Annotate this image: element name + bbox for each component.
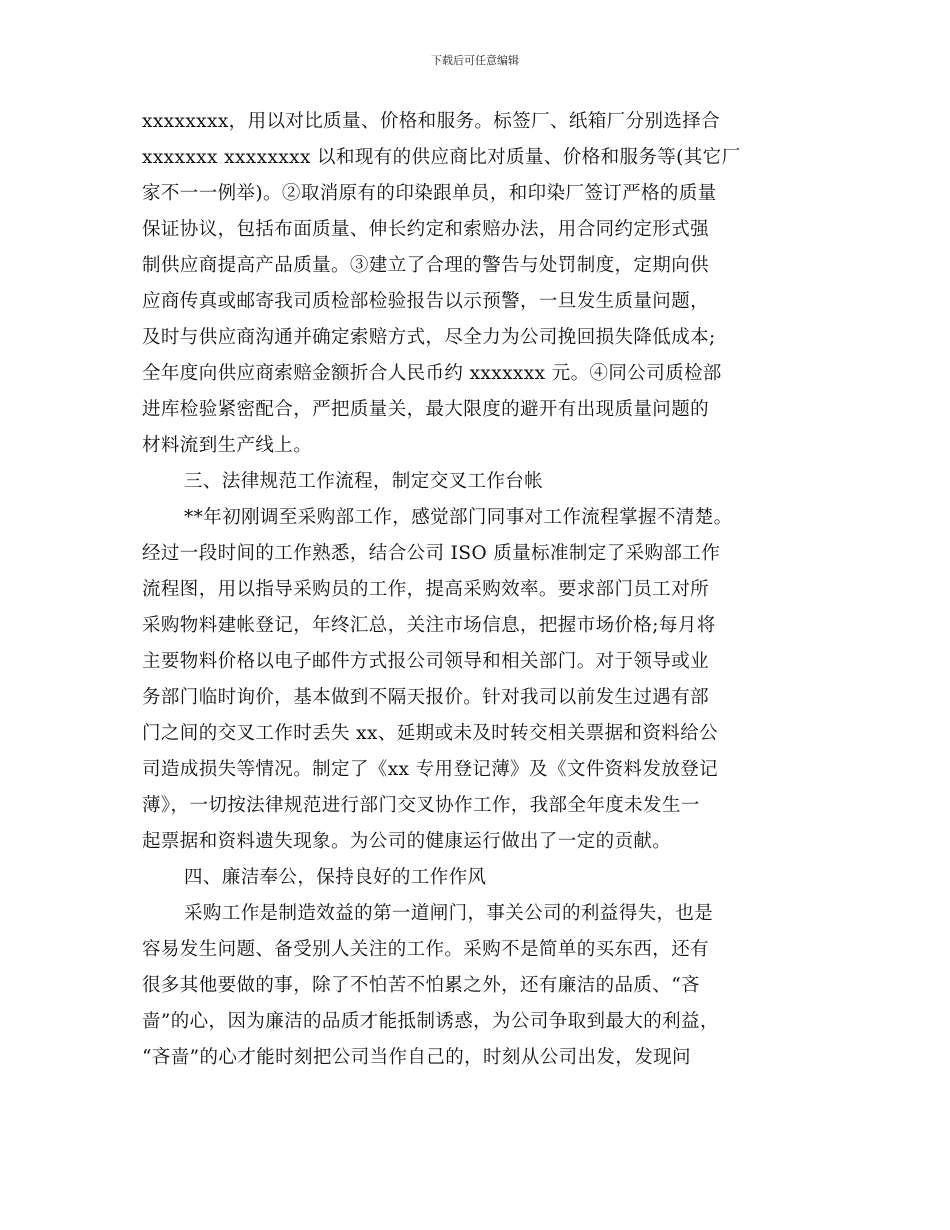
text-line: 材料流到生产线上。 bbox=[142, 435, 313, 456]
text-line: 及时与供应商沟通并确定索赔方式，尽全力为公司挽回损失降低成本; bbox=[142, 327, 716, 348]
text-line: 司造成损失等情况。制定了《xx 专用登记薄》及《文件资料发放登记 bbox=[142, 759, 719, 780]
section-heading-4: 四、廉洁奉公，保持良好的工作作风 bbox=[184, 867, 487, 888]
text-line: 制供应商提高产品质量。③建立了合理的警告与处罚制度，定期向供 bbox=[142, 255, 710, 276]
text-line: 进库检验紧密配合，严把质量关，最大限度的避开有出现质量问题的 bbox=[142, 399, 710, 420]
paragraph-start: **年初刚调至采购部工作，感觉部门同事对工作流程掌握不清楚。 bbox=[184, 507, 733, 528]
text-line: 门之间的交叉工作时丢失 xx、延期或未及时转交相关票据和资料给公 bbox=[142, 723, 719, 744]
text-line: xxxxxxxx，用以对比质量、价格和服务。标签厂、纸箱厂分别选择合 bbox=[142, 111, 721, 132]
text-line: 务部门临时询价，基本做到不隔天报价。针对我司以前发生过遇有部 bbox=[142, 687, 710, 708]
text-line: 家不一一例举)。②取消原有的印染跟单员，和印染厂签订严格的质量 bbox=[142, 183, 717, 204]
text-line: 容易发生问题、备受别人关注的工作。采购不是简单的买东西，还有 bbox=[142, 939, 710, 960]
text-line: 薄》，一切按法律规范进行部门交叉协作工作，我部全年度未发生一 bbox=[142, 795, 700, 816]
text-line: 全年度向供应商索赔金额折合人民币约 xxxxxxx 元。④同公司质检部 bbox=[142, 363, 722, 384]
text-line: 主要物料价格以电子邮件方式报公司领导和相关部门。对于领导或业 bbox=[142, 651, 710, 672]
text-line: 经过一段时间的工作熟悉，结合公司 ISO 质量标准制定了采购部工作 bbox=[142, 543, 721, 564]
page-header: 下载后可任意编辑 bbox=[431, 54, 519, 67]
section-heading-3: 三、法律规范工作流程，制定交叉工作台帐 bbox=[184, 471, 544, 492]
text-line: 采购物料建帐登记，年终汇总，关注市场信息，把握市场价格;每月将 bbox=[142, 615, 716, 636]
paragraph-start: 采购工作是制造效益的第一道闸门，事关公司的利益得失，也是 bbox=[184, 903, 714, 924]
text-line: 流程图，用以指导采购员的工作，提高采购效率。要求部门员工对所 bbox=[142, 579, 710, 600]
text-line: 起票据和资料遗失现象。为公司的健康运行做出了一定的贡献。 bbox=[142, 831, 672, 852]
text-line: “吝啬”的心才能时刻把公司当作自己的，时刻从公司出发，发现问 bbox=[142, 1047, 691, 1068]
text-line: 很多其他要做的事，除了不怕苦不怕累之外，还有廉洁的品质、“吝 bbox=[142, 975, 700, 996]
text-line: 应商传真或邮寄我司质检部检验报告以示预警，一旦发生质量问题， bbox=[142, 291, 710, 312]
text-line: xxxxxxx xxxxxxxx 以和现有的供应商比对质量、价格和服务等(其它厂 bbox=[142, 147, 741, 168]
text-line: 啬”的心，因为廉洁的品质才能抵制诱惑，为公司争取到最大的利益， bbox=[142, 1011, 719, 1032]
text-line: 保证协议，包括布面质量、伸长约定和索赔办法，用合同约定形式强 bbox=[142, 219, 710, 240]
document-body bbox=[142, 104, 814, 1076]
